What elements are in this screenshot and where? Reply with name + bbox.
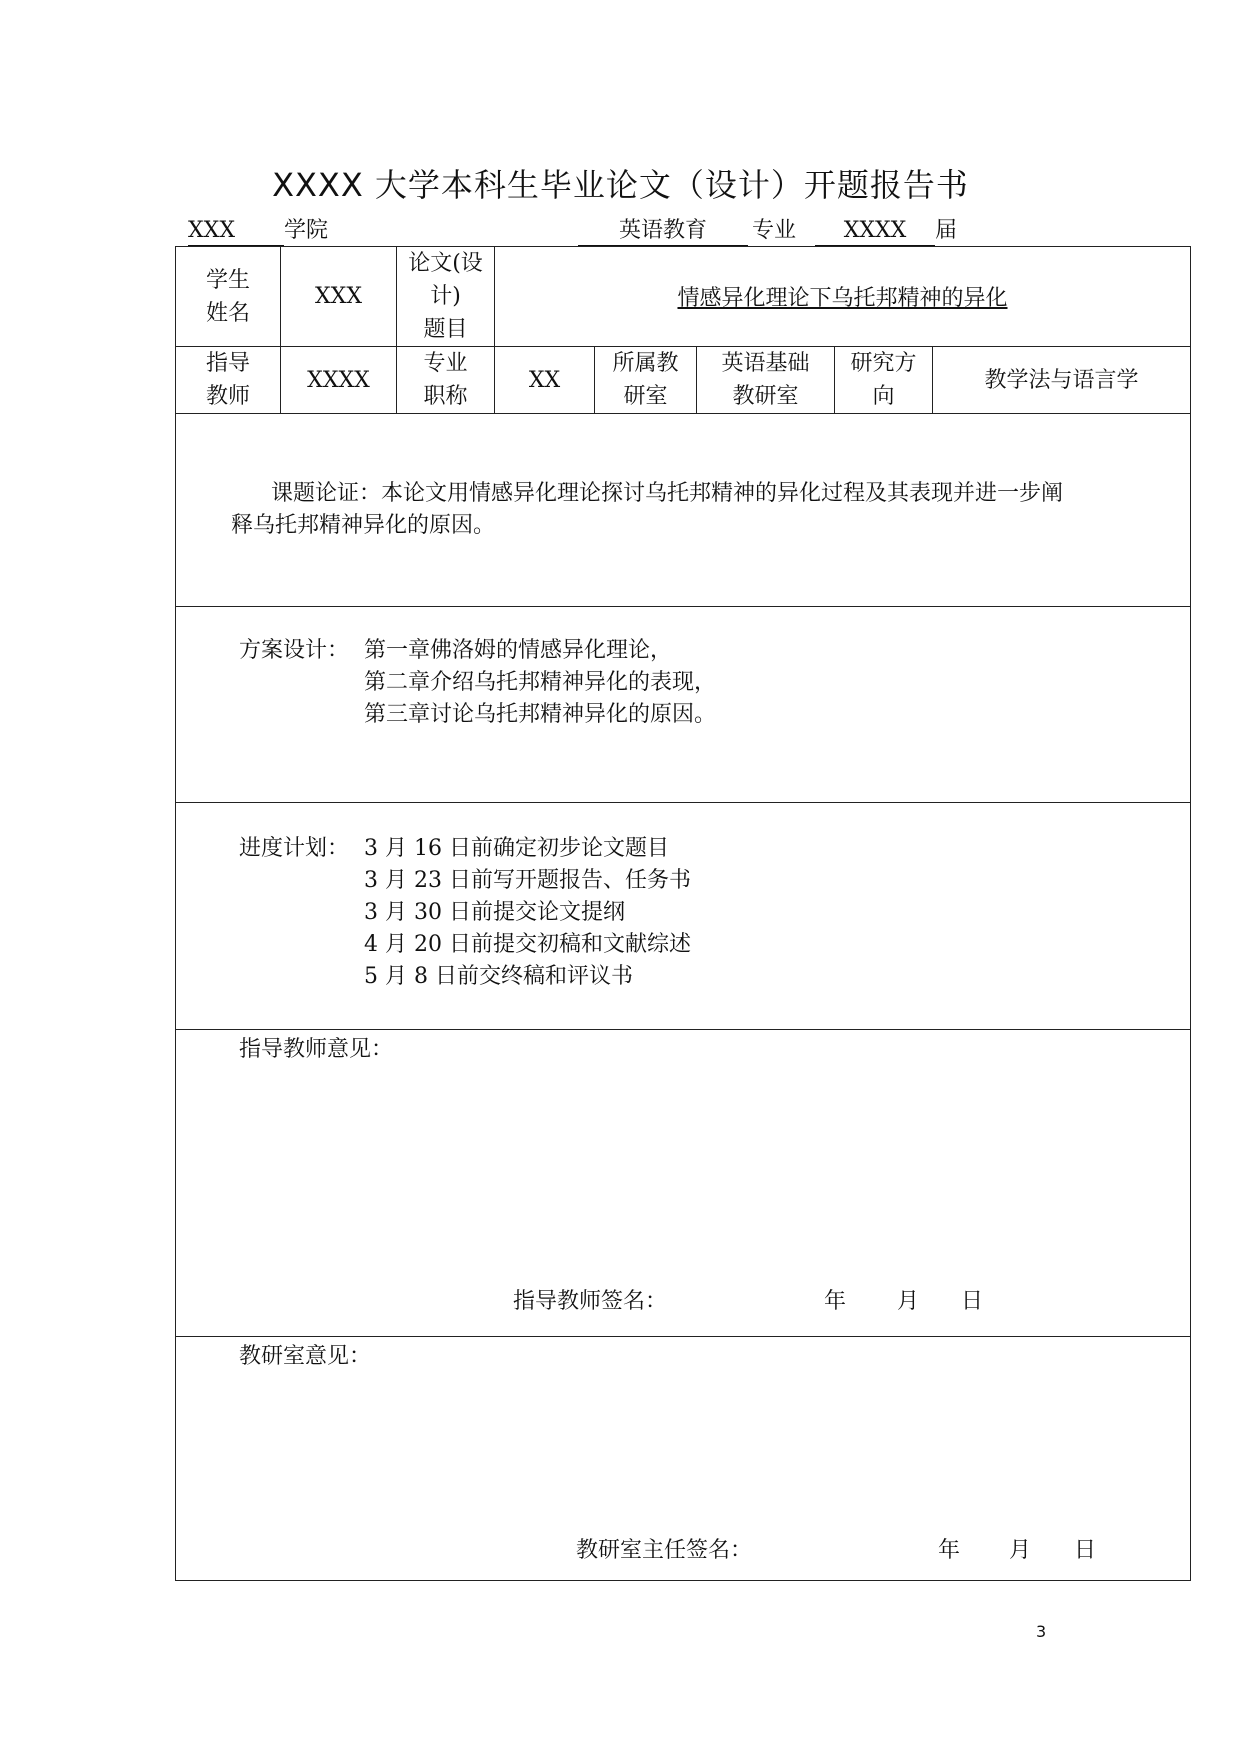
- schedule-item: 5 月 8 日前交终稿和评议书: [364, 964, 633, 989]
- dept-value: 英语基础 教研室: [697, 347, 835, 414]
- page-number: 3: [1036, 1622, 1047, 1641]
- dept-label: 所属教 研室: [595, 347, 697, 414]
- advisor-label: 指导 教师: [176, 347, 281, 414]
- prof-title-value: XX: [495, 347, 595, 414]
- advisor-sign-label: 指导教师签名：: [513, 1289, 668, 1314]
- student-name-label: 学生 姓名: [176, 247, 281, 347]
- college-label: 学院: [284, 218, 329, 243]
- argument-row: [176, 414, 1191, 607]
- proposal-form: [175, 246, 1191, 1581]
- advisor-value: XXXX: [281, 347, 397, 414]
- research-direction-label: 研究方 向: [835, 347, 933, 414]
- advisor-sign-year: 年: [824, 1289, 847, 1314]
- college-line: [188, 216, 328, 246]
- dept-opinion-row: [176, 1337, 1191, 1581]
- design-item: 第三章讨论乌托邦精神异化的原因。: [364, 702, 717, 727]
- schedule-item: 3 月 23 日前写开题报告、任务书: [364, 868, 691, 893]
- prof-title-label: 专业 职称: [397, 347, 495, 414]
- dept-opinion-section: [176, 1337, 1190, 1580]
- dept-sign-label: 教研室主任签名：: [576, 1538, 753, 1563]
- advisor-opinion-label: 指导教师意见：: [239, 1037, 394, 1062]
- design-item: 第二章介绍乌托邦精神异化的表现，: [364, 670, 717, 695]
- advisor-sign-month: 月: [897, 1289, 920, 1314]
- dept-sign-year: 年: [938, 1538, 961, 1563]
- dept-sign-month: 月: [1009, 1538, 1032, 1563]
- major-label: 专业: [752, 218, 797, 243]
- design-item: 第一章佛洛姆的情感异化理论，: [364, 638, 673, 663]
- argument-line-1: 课题论证：本论文用情感异化理论探讨乌托邦精神的异化过程及其表现并进一步阐: [271, 481, 1064, 506]
- advisor-opinion-section: [176, 1030, 1190, 1336]
- research-direction-value: 教学法与语言学: [933, 347, 1191, 414]
- design-label: 方案设计：: [239, 638, 350, 663]
- topic-value: 情感异化理论下乌托邦精神的异化: [495, 247, 1191, 347]
- schedule-row: [176, 803, 1191, 1030]
- argument-line-2: 释乌托邦精神异化的原因。: [231, 513, 496, 538]
- major-value: 英语教育: [578, 217, 748, 246]
- schedule-section: [176, 803, 1190, 993]
- year-label: 届: [935, 218, 958, 243]
- advisor-opinion-row: [176, 1030, 1191, 1337]
- major-line: [578, 216, 957, 246]
- dept-sign-day: 日: [1074, 1538, 1097, 1563]
- document-title: XXXX 大学本科生毕业论文（设计）开题报告书: [272, 166, 969, 204]
- schedule-item: 3 月 30 日前提交论文提纲: [364, 900, 625, 925]
- student-name-value: XXX: [281, 247, 397, 347]
- advisor-row: [176, 347, 1191, 414]
- dept-opinion-label: 教研室意见：: [239, 1344, 372, 1369]
- schedule-item: 3 月 16 日前确定初步论文题目: [364, 836, 669, 861]
- college-value: XXX: [188, 217, 284, 246]
- student-row: [176, 247, 1191, 347]
- topic-label: 论文(设计) 题目: [397, 247, 495, 347]
- schedule-item: 4 月 20 日前提交初稿和文献综述: [364, 932, 691, 957]
- design-row: [176, 607, 1191, 803]
- advisor-sign-day: 日: [961, 1289, 984, 1314]
- year-value: XXXX: [815, 217, 935, 246]
- argument-section: [176, 478, 1190, 542]
- schedule-label: 进度计划：: [239, 836, 350, 861]
- design-section: [176, 607, 1190, 731]
